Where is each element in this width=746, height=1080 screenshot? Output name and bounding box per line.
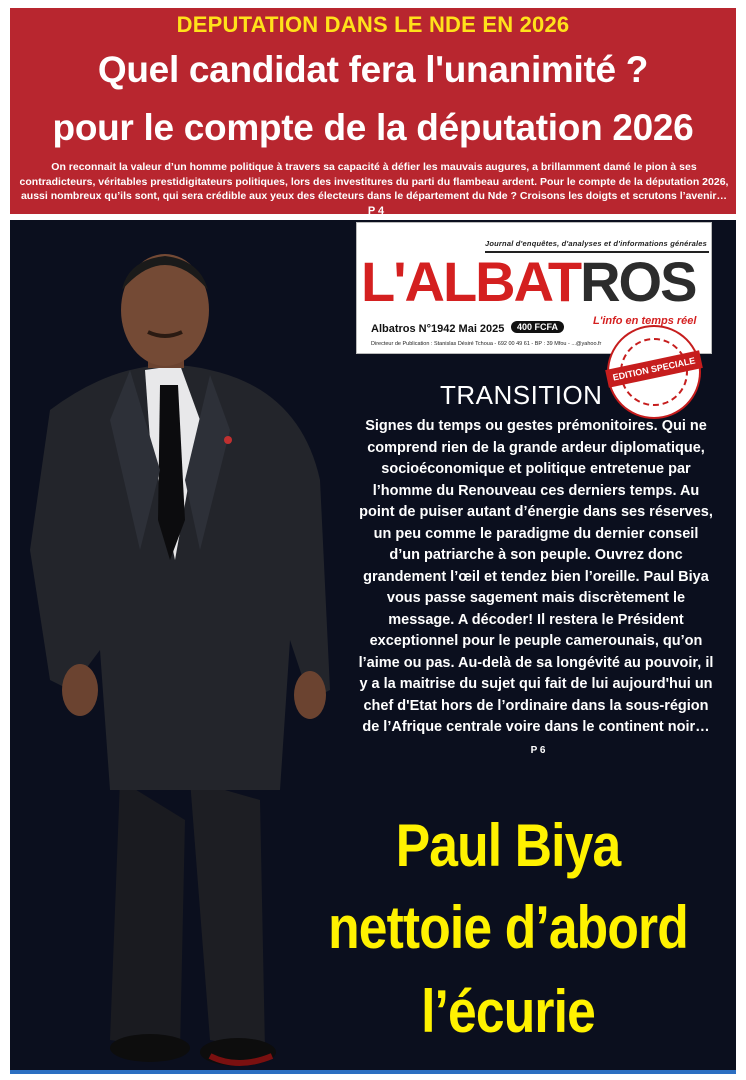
edition-speciale-seal bbox=[612, 330, 696, 414]
banner-page-ref: P 4 bbox=[367, 204, 385, 217]
main-headline-line3: l’écurie bbox=[421, 978, 595, 1045]
masthead-title bbox=[361, 250, 696, 313]
article-section-label: TRANSITION bbox=[440, 380, 603, 410]
banner-intro bbox=[16, 160, 732, 218]
main-headline-line2: nettoie d’abord bbox=[328, 894, 688, 961]
banner-intro-text: On reconnait la valeur d’un homme politique à travers sa capacité à défier les mauvais augures, a brillamment damé le pion à ses contradicteurs, véritables prestidigitateurs politiques, lors des investitures du parti du flambeau ardent. Pour le compte de la députation 2026, aussi nombreux qu’ils sont, qui sera crédible aux yeux des électeurs dans le département du Nde ? Croisons les doigts et scrutons l’avenir… bbox=[19, 161, 729, 202]
main-headline-line1: Paul Biya bbox=[395, 812, 621, 879]
article-body bbox=[358, 416, 714, 761]
masthead-director-line: Directeur de Publication : Stanislas Désiré Tchoua - 692 00 49 61 - BP : 39 Mfou - ...@yahoo.fr bbox=[371, 341, 602, 347]
masthead-title-part2: ROS bbox=[580, 250, 696, 313]
masthead-tagline: Journal d'enquêtes, d'analyses et d'informations générales bbox=[485, 239, 708, 248]
banner-headline-line2: pour le compte de la députation 2026 bbox=[52, 107, 694, 148]
article-body-text: Signes du temps ou gestes prémonitoires. Qui ne comprend rien de la grande ardeur diplomatique, socioéconomique et politique entretenue par l’homme du Renouveau ces derniers temps. Au point de puiser autant d’énergie dans ses réserves, un peu comme le paradigme du dernier conseil d’un patriarche à son peuple. Ouvrez donc grandement l’œil et tendez bien l’oreille. Paul Biya vous passe sagement mais discrètement le message. A décoder! Il restera le Président exceptionnel pour le peuple camerounais, qu’on l’aime ou pas. Au-delà de sa longévité au pouvoir, il y a la maitrise du sujet qui fait de lui aujourd'hui un chef d'Etat hors de l’ordinaire dans la sous-région de l’Afrique centrale voire dans le continent noir… bbox=[358, 418, 714, 735]
banner-headline-line1: Quel candidat fera l'unanimité ? bbox=[97, 49, 649, 90]
masthead-slogan: L'info en temps réel bbox=[593, 315, 697, 327]
banner-kicker: DEPUTATION DANS LE NDE EN 2026 bbox=[176, 12, 570, 37]
top-banner bbox=[10, 8, 736, 217]
article-page-ref: P 6 bbox=[530, 744, 546, 756]
seal-label: EDITION SPECIALE bbox=[605, 350, 703, 388]
masthead-issue: Albatros N°1942 Mai 2025 bbox=[371, 323, 505, 335]
president-photo bbox=[10, 220, 350, 1070]
masthead-title-part1: L'ALBAT bbox=[361, 250, 581, 313]
masthead-price-badge: 400 FCFA bbox=[511, 321, 564, 333]
